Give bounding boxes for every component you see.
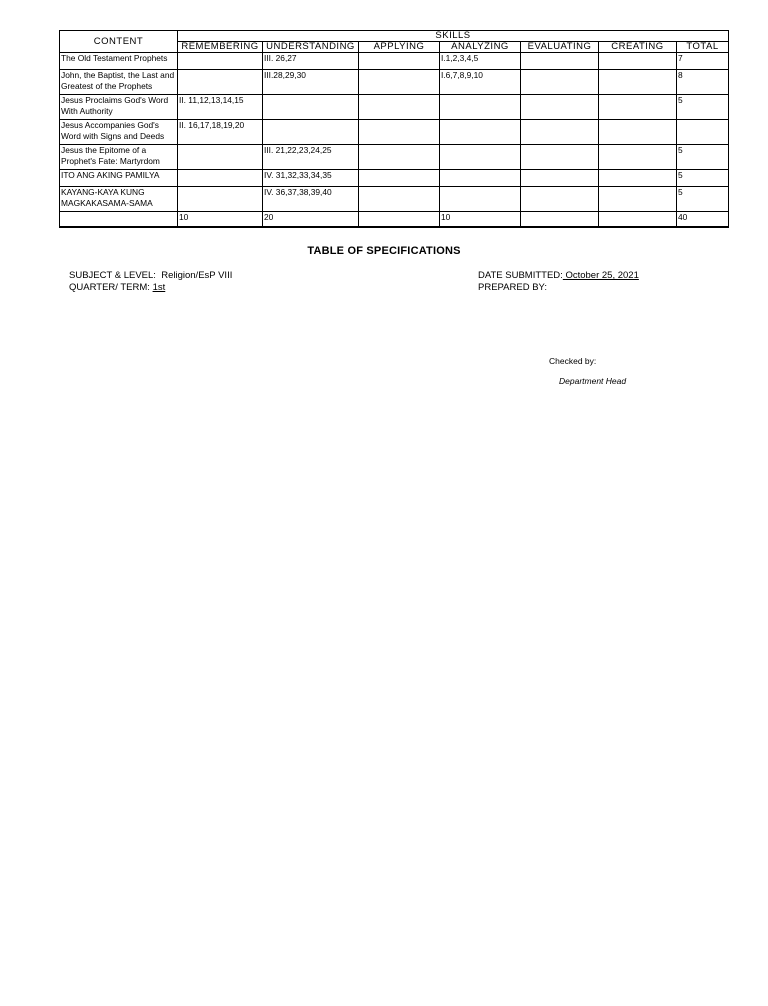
row-topic: ITO ANG AKING PAMILYA (60, 170, 178, 187)
row-topic: John, the Baptist, the Last and Greatest of the Prophets (60, 70, 178, 95)
table-cell (599, 170, 677, 187)
col-applying: APPLYING (359, 42, 440, 53)
content-header: CONTENT (60, 31, 178, 53)
table-cell (178, 70, 263, 95)
table-row (60, 145, 729, 170)
table-cell: 8 (677, 70, 729, 95)
table-cell (178, 53, 263, 70)
col-remembering: REMEMBERING (178, 42, 263, 53)
table-cell (599, 145, 677, 170)
table-cell: II. 16,17,18,19,20 (178, 120, 263, 145)
table-cell (521, 70, 599, 95)
table-cell (178, 170, 263, 187)
table-cell: III. 21,22,23,24,25 (263, 145, 359, 170)
quarter-term (69, 282, 165, 293)
table-cell (359, 53, 440, 70)
row-topic: Jesus Proclaims God's Word With Authority (60, 95, 178, 120)
total-cell (60, 212, 178, 228)
table-cell: 5 (677, 187, 729, 212)
table-cell (359, 95, 440, 120)
table-cell (359, 145, 440, 170)
table-cell: 5 (677, 95, 729, 120)
table-cell: 5 (677, 170, 729, 187)
table-row (60, 120, 729, 145)
table-cell (440, 170, 521, 187)
col-creating: CREATING (599, 42, 677, 53)
table-cell (440, 120, 521, 145)
table-cell (263, 120, 359, 145)
total-cell (359, 212, 440, 228)
checked-by: Checked by: (549, 356, 597, 366)
subject-level (69, 270, 232, 281)
date-submitted (478, 270, 639, 281)
subject-label: SUBJECT & LEVEL: (69, 270, 156, 281)
table-cell: I.6,7,8,9,10 (440, 70, 521, 95)
skills-header: SKILLS (178, 31, 729, 42)
col-total: TOTAL (677, 42, 729, 53)
table-cell: 5 (677, 145, 729, 170)
total-cell (521, 212, 599, 228)
table-cell: III.28,29,30 (263, 70, 359, 95)
table-cell (359, 120, 440, 145)
table-cell: IV. 31,32,33,34,35 (263, 170, 359, 187)
totals-row (60, 212, 729, 228)
table-cell: 7 (677, 53, 729, 70)
total-cell: 10 (440, 212, 521, 228)
col-understanding: UNDERSTANDING (263, 42, 359, 53)
total-cell: 40 (677, 212, 729, 228)
table-cell (677, 120, 729, 145)
specifications-table (59, 30, 729, 228)
row-topic: Jesus the Epitome of a Prophet's Fate: Martyrdom (60, 145, 178, 170)
quarter-label: QUARTER/ TERM: (69, 282, 150, 293)
table-cell (521, 187, 599, 212)
table-row (60, 53, 729, 70)
row-topic: Jesus Accompanies God's Word with Signs and Deeds (60, 120, 178, 145)
table-cell (599, 95, 677, 120)
prepared-by: PREPARED BY: (478, 282, 547, 293)
table-cell: I.1,2,3,4,5 (440, 53, 521, 70)
table-cell (521, 170, 599, 187)
document-title: TABLE OF SPECIFICATIONS (307, 245, 461, 257)
table-cell (599, 187, 677, 212)
table-cell (263, 95, 359, 120)
table-cell (599, 70, 677, 95)
total-cell (599, 212, 677, 228)
row-topic: The Old Testament Prophets (60, 53, 178, 70)
table-cell (599, 120, 677, 145)
table-cell (521, 95, 599, 120)
table-cell: III. 26,27 (263, 53, 359, 70)
table-cell (359, 170, 440, 187)
table-cell (521, 145, 599, 170)
table-cell (359, 70, 440, 95)
date-label: DATE SUBMITTED: (478, 270, 563, 281)
table-row (60, 95, 729, 120)
table-row (60, 70, 729, 95)
table-row (60, 170, 729, 187)
table-cell (521, 120, 599, 145)
date-value: October 25, 2021 (565, 270, 639, 281)
table-cell (599, 53, 677, 70)
col-evaluating: EVALUATING (521, 42, 599, 53)
col-analyzing: ANALYZING (440, 42, 521, 53)
table-cell (178, 145, 263, 170)
table-cell: II. 11,12,13,14,15 (178, 95, 263, 120)
total-cell: 20 (263, 212, 359, 228)
table-cell (440, 145, 521, 170)
department-head: Department Head (559, 376, 627, 386)
subject-value: Religion/EsP VIII (161, 270, 233, 281)
total-cell: 10 (178, 212, 263, 228)
table-row (60, 187, 729, 212)
table-cell (178, 187, 263, 212)
table-cell (521, 53, 599, 70)
table-cell (359, 187, 440, 212)
table-cell (440, 187, 521, 212)
row-topic: KAYANG-KAYA KUNG MAGKAKASAMA-SAMA (60, 187, 178, 212)
table-cell: IV. 36,37,38,39,40 (263, 187, 359, 212)
quarter-value: 1st (152, 282, 166, 293)
table-cell (440, 95, 521, 120)
